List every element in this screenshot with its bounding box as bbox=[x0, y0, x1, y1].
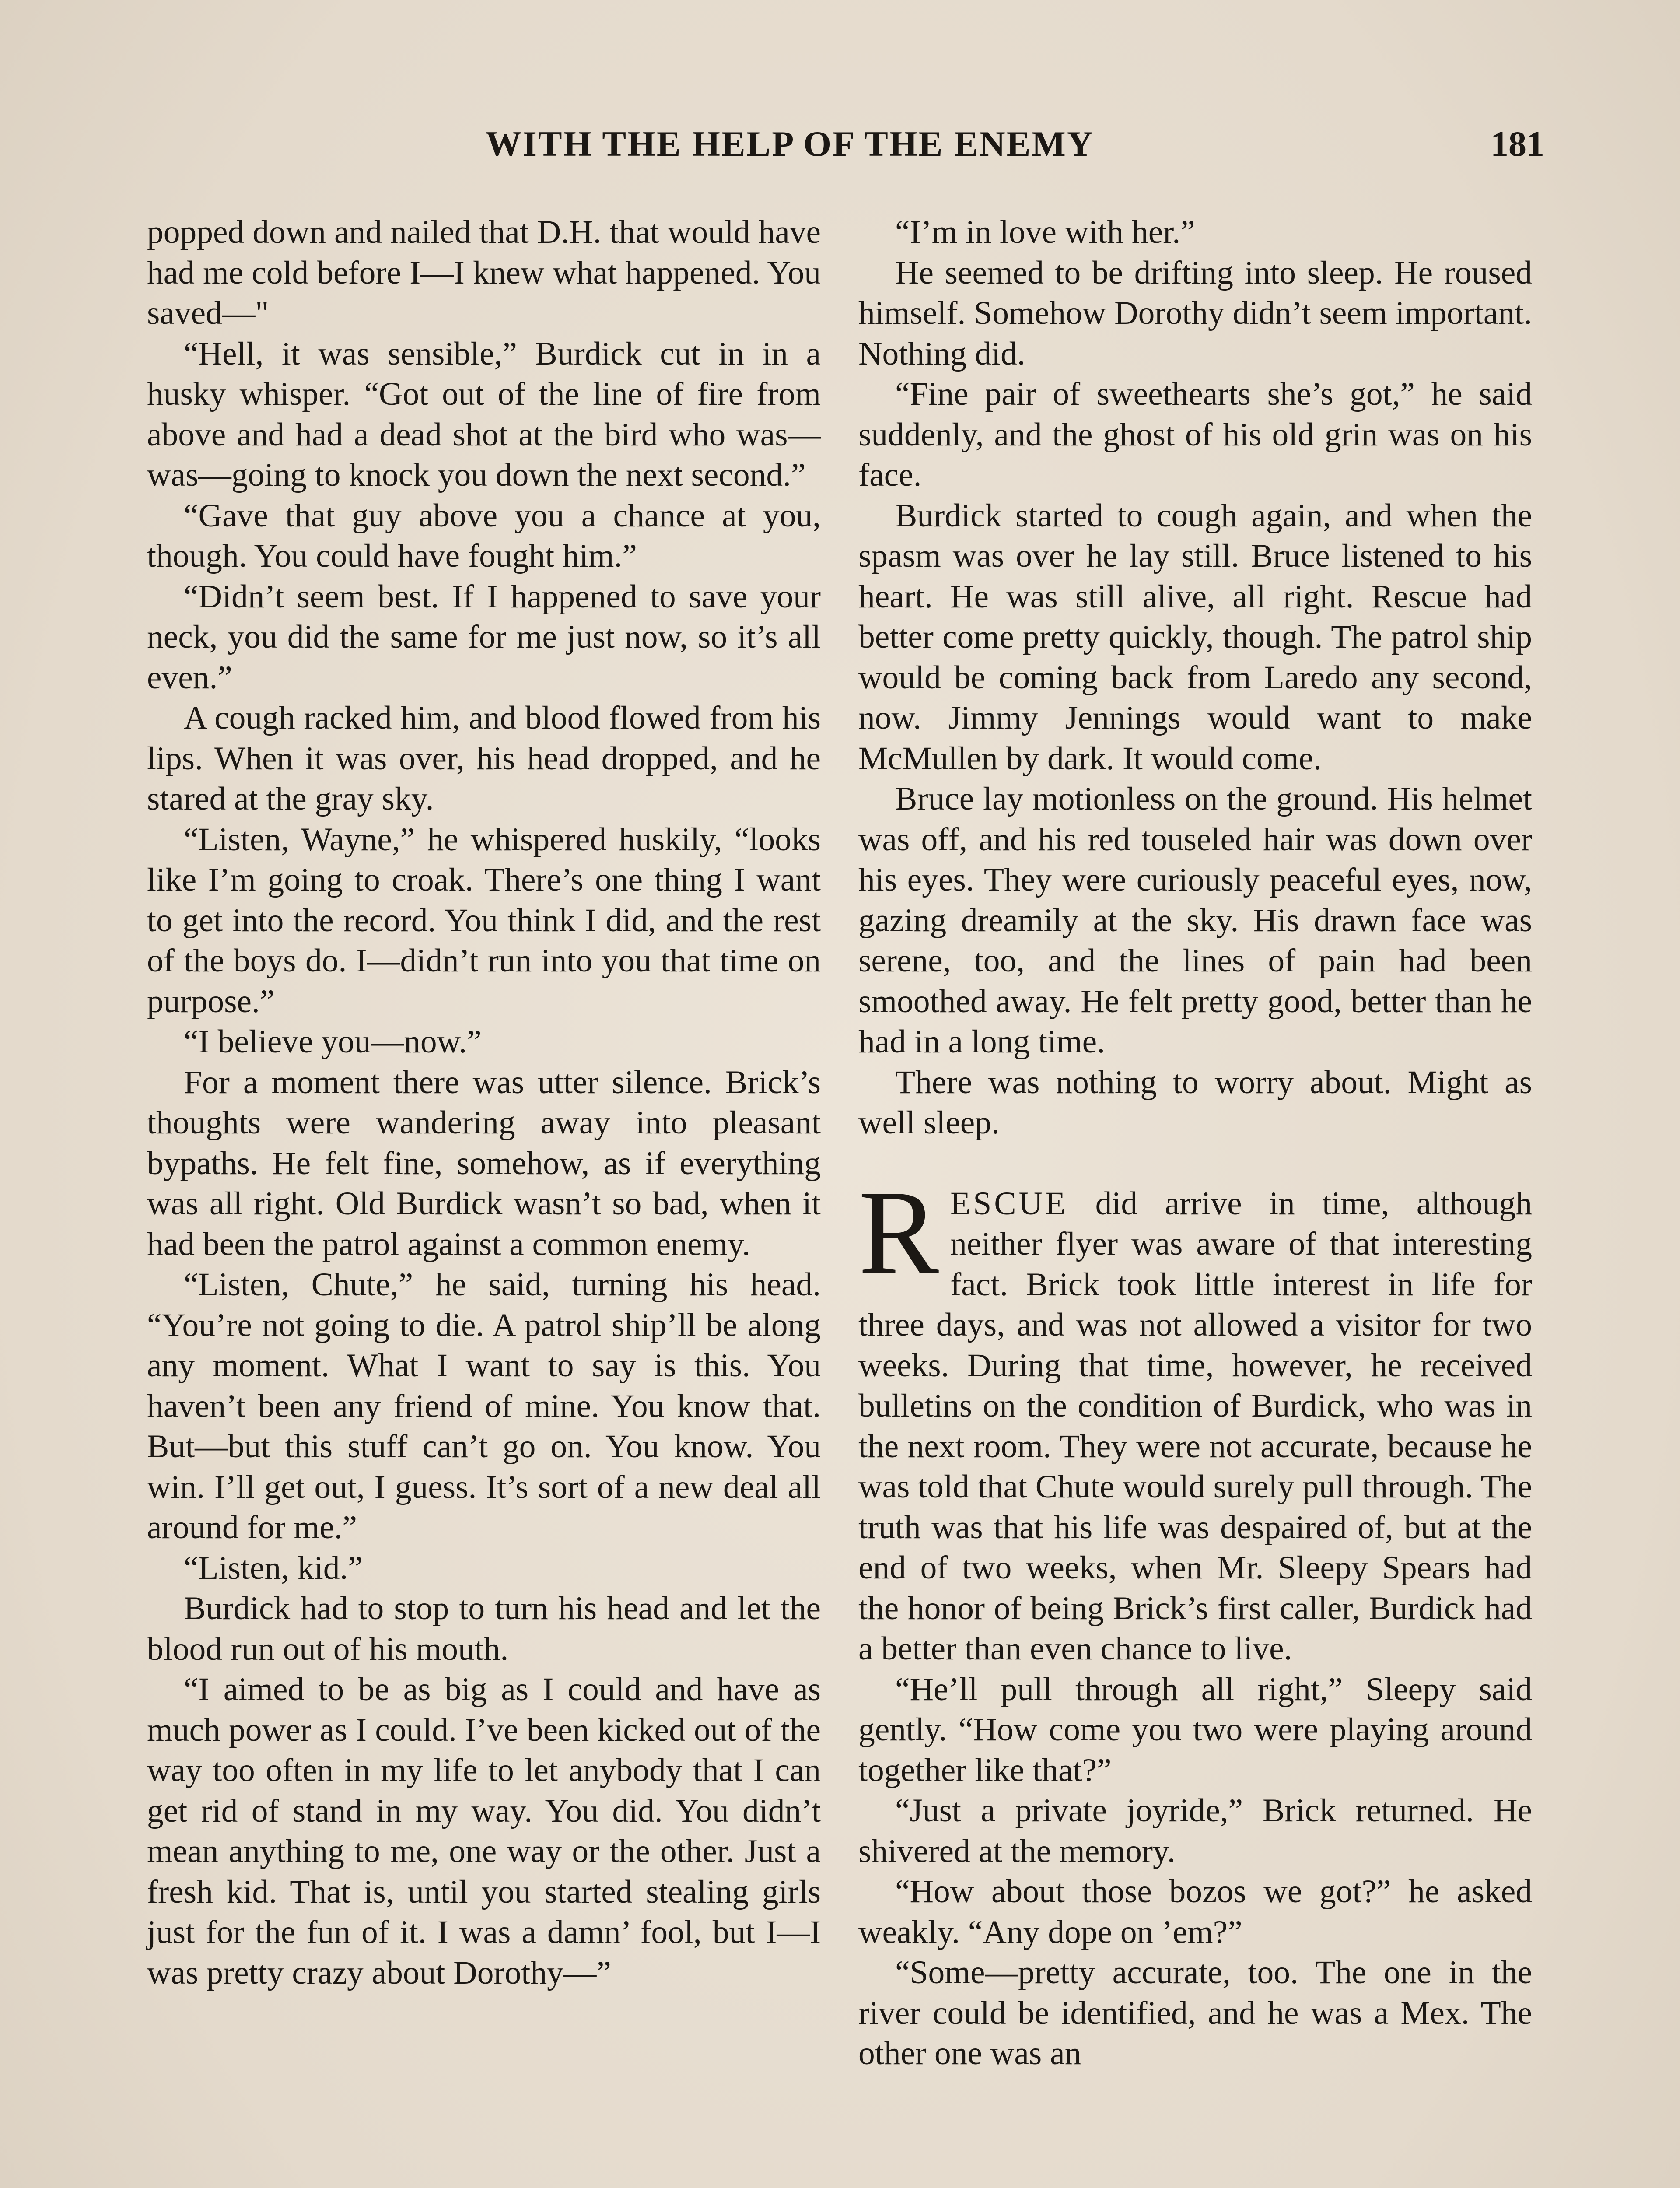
left-column bbox=[147, 212, 821, 1993]
paragraph: For a moment there was utter silence. Brick’s thoughts were wandering away into pleasant bypaths. He felt fine, somehow, as if everything was all right. Old Burdick wasn’t so bad, when it had been the patrol against a common enemy. bbox=[147, 1064, 821, 1262]
paragraph: “I believe you—now.” bbox=[184, 1024, 482, 1060]
paragraph: He seemed to be drifting into sleep. He roused himself. Somehow Dorothy didn’t seem important. Nothing did. bbox=[858, 254, 1532, 372]
page-header bbox=[149, 123, 1544, 176]
right-column bbox=[858, 212, 1532, 2074]
paragraph: “Didn’t seem best. If I happened to save your neck, you did the same for me just now, so it’s all even.” bbox=[147, 578, 821, 696]
paragraph: A cough racked him, and blood flowed from his lips. When it was over, his head dropped, and he stared at the gray sky. bbox=[147, 700, 821, 817]
page-number: 181 bbox=[1491, 124, 1544, 164]
drop-cap: R bbox=[858, 1165, 939, 1299]
paragraph: “I aimed to be as big as I could and have as much power as I could. I’ve been kicked out of the way too often in my life to let anybody that I can get rid of stand in my way. You did. You didn’t mean anything to me, one way or the other. Just a fresh kid. That is, until you started stealing girls just for the fun of it. I was a damn’ fool, but I—I was pretty crazy about Dorothy—” bbox=[147, 1671, 821, 1991]
paragraph: “Hell, it was sensible,” Burdick cut in in a husky whisper. “Got out of the line of fire from above and had a dead shot at the bird who was—was—going to knock you down the next second.” bbox=[147, 335, 821, 493]
paragraph: “He’ll pull through all right,” Sleepy said gently. “How come you two were playing around together like that?” bbox=[858, 1671, 1532, 1788]
running-title: WITH THE HELP OF THE ENEMY bbox=[486, 124, 1095, 164]
paragraph: popped down and nailed that D.H. that would have had me cold before I—I knew what happened. You saved—" bbox=[147, 214, 821, 331]
small-caps-lead: ESCUE bbox=[950, 1185, 1068, 1222]
paragraph: “Listen, kid.” bbox=[184, 1550, 363, 1586]
paragraph: “Gave that guy above you a chance at you, though. You could have fought him.” bbox=[147, 497, 821, 574]
paragraph: Burdick had to stop to turn his head and let the blood run out of his mouth. bbox=[147, 1590, 821, 1667]
dropcap-paragraph bbox=[858, 1165, 1532, 1669]
paragraph: “Listen, Wayne,” he whispered huskily, “looks like I’m going to croak. There’s one thing I want to get into the record. You think I did, and the rest of the boys do. I—didn’t run into you that time on purpose.” bbox=[147, 821, 821, 1020]
paragraph: Burdick started to cough again, and when the spasm was over he lay still. Bruce listened to his heart. He was still alive, all right. Rescue had better come pretty quickly, though. The patrol ship would be coming back from Laredo any second, now. Jimmy Jennings would want to make McMullen by dark. It would come. bbox=[858, 497, 1532, 777]
paragraph: “Just a private joyride,” Brick returned. He shivered at the memory. bbox=[858, 1792, 1532, 1869]
section-break bbox=[858, 1143, 1532, 1184]
paragraph: “Some—pretty accurate, too. The one in the river could be identified, and he was a Mex. The other one was an bbox=[858, 1954, 1532, 2072]
paragraph: “Fine pair of sweethearts she’s got,” he said suddenly, and the ghost of his old grin was on his face. bbox=[858, 376, 1532, 493]
paragraph: “I’m in love with her.” bbox=[895, 214, 1195, 250]
dropcap-paragraph-text: did arrive in time, although neither flyer was aware of that interesting fact. Brick took little interest in life for three days, and was not allowed a visitor for two weeks. During that time, however, he received bulletins on the condition of Burdick, who was in the next room. They were not accurate, because he was told that Chute would surely pull through. The truth was that his life was despaired of, but at the end of two weeks, when Mr. Sleepy Spears had the honor of being Brick’s first caller, Burdick had a better than even chance to live. bbox=[858, 1185, 1532, 1667]
paragraph: “How about those bozos we got?” he asked weakly. “Any dope on ’em?” bbox=[858, 1873, 1532, 1950]
paragraph: Bruce lay motionless on the ground. His helmet was off, and his red touseled hair was down over his eyes. They were curiously peaceful eyes, now, gazing dreamily at the sky. His drawn face was serene, too, and the lines of pain had been smoothed away. He felt pretty good, better than he had in a long time. bbox=[858, 781, 1532, 1060]
paragraph: There was nothing to worry about. Might as well sleep. bbox=[858, 1064, 1532, 1141]
paragraph: “Listen, Chute,” he said, turning his head. “You’re not going to die. A patrol ship’ll be along any moment. What I want to say is this. You haven’t been any friend of mine. You know that. But—but this stuff can’t go on. You know. You win. I’ll get out, I guess. It’s sort of a new deal all around for me.” bbox=[147, 1266, 821, 1546]
